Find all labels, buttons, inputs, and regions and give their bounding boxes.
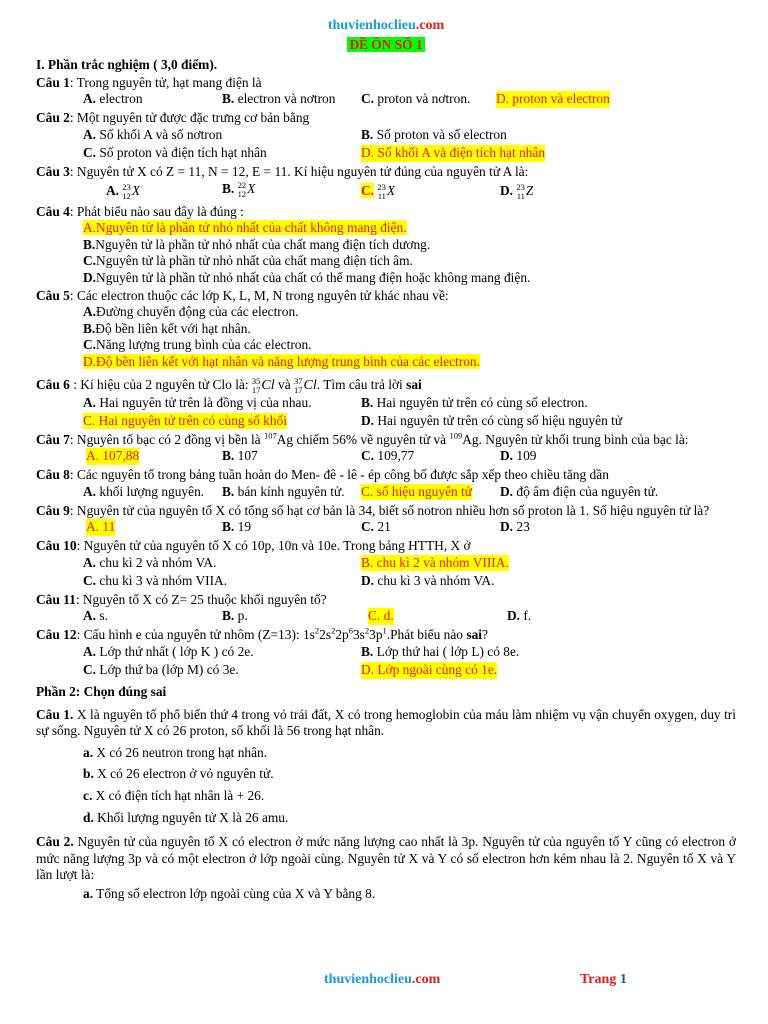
q10-option-c[interactable]: C. chu kì 3 và nhóm VIIA.: [83, 572, 228, 588]
q11-option-b[interactable]: B. p.: [222, 608, 248, 624]
q5-option-a[interactable]: A.Đường chuyển động của các electron.: [83, 304, 299, 320]
tf1-statement-d[interactable]: d. Khối lượng nguyên tử X là 26 amu.: [83, 809, 289, 825]
q6-option-c[interactable]: C. Hai nguyên tử trên có cùng số khối: [83, 412, 287, 428]
q1-options: [36, 91, 736, 109]
q7-option-b[interactable]: B. 107: [222, 448, 258, 464]
q7-option-c[interactable]: C. 109,77: [361, 448, 415, 464]
question-8: Câu 8: Các nguyên tố trong bảng tuần hoàn do Men- đê - lê - ép công bố được sắp xếp theo chiều tăng dần: [36, 467, 609, 483]
q8-option-c[interactable]: C. số hiệu nguyên tử: [361, 483, 473, 499]
q9-option-d[interactable]: D. 23: [500, 519, 530, 535]
q2-options-ab: [36, 127, 736, 145]
q12-options-cd: [36, 662, 736, 680]
tf2-statement-a[interactable]: a. Tổng số electron lớp ngoài cùng của X và Y bằng 8.: [83, 886, 376, 901]
tf1-statement-b[interactable]: b. X có 26 electron ở vỏ nguyên tử.: [83, 766, 274, 782]
question-4: Câu 4: Phát biểu nào sau đây là đúng :: [36, 203, 244, 219]
q10-option-d[interactable]: D. chu kì 3 và nhóm VA.: [361, 572, 495, 588]
q8-option-d[interactable]: D. độ âm điện của nguyên tử.: [500, 483, 659, 499]
q10-option-a[interactable]: A. chu kì 2 và nhóm VA.: [83, 554, 217, 570]
question-3: Câu 3: Nguyên tử X có Z = 11, N = 12, E = 11. Kí hiệu nguyên tử đúng của nguyên tử A là:: [36, 163, 529, 179]
q10-options-ab: [36, 555, 736, 573]
exam-title: ĐỀ ÔN SỐ 1: [349, 36, 423, 52]
q11-option-d[interactable]: D. f.: [507, 608, 532, 624]
q7-option-d[interactable]: D. 109: [500, 448, 537, 464]
question-7: Câu 7: Nguyên tố bạc có 2 đồng vị bền là $^{107}$Ag chiếm 56% về nguyên tử và $^{109}$Ag. Nguyên tử khối trung bình của bạc là:: [36, 430, 689, 447]
question-9: Câu 9: Nguyên tử của nguyên tố X có tổng số hạt cơ bản là 34, biết số notron nhiều hơn số proton là 1. Số hiệu nguyên tử là?: [36, 502, 710, 518]
q12-option-c[interactable]: C. Lớp thứ ba (lớp M) có 3e.: [83, 662, 239, 678]
q9-option-a[interactable]: A. 11: [86, 519, 116, 535]
page-footer: [0, 972, 768, 992]
q10-options-cd: [36, 573, 736, 591]
q6-option-b[interactable]: B. Hai nguyên tử trên có cùng số electron.: [361, 394, 588, 410]
tf-question-1: Câu 1. X là nguyên tố phổ biến thứ 4 trong vỏ trái đất, X có trong hemoglobin của máu làm nhiệm vụ vận chuyển oxygen, duy trì sự sống. Nguyên tử X có 26 proton, số khối là 56 trong hạt nhân.: [36, 706, 736, 739]
q12-option-b[interactable]: B. Lớp thứ hai ( lớp L) có 8e.: [361, 644, 520, 660]
q11-option-c[interactable]: C. d.: [368, 608, 394, 624]
q10-option-b[interactable]: B. chu kì 2 và nhóm VIIIA.: [361, 554, 509, 570]
q7-options: [36, 448, 736, 466]
footer-site-link[interactable]: thuvienhoclieu.com: [324, 972, 441, 987]
q2-option-a[interactable]: A. Số khối A và số nơtron: [83, 126, 223, 142]
site-header[interactable]: thuvienhoclieu.com: [327, 18, 445, 33]
q2-option-c[interactable]: C. Số proton và điện tích hạt nhân: [83, 144, 267, 160]
tf1-statement-c[interactable]: c. X có điện tích hạt nhân là + 26.: [83, 788, 265, 804]
q8-option-b[interactable]: B. bán kính nguyên tử.: [222, 483, 345, 499]
q5-option-c[interactable]: C.Năng lượng trung bình của các electron.: [83, 337, 312, 353]
question-5: Câu 5: Các electron thuộc các lớp K, L, M, N trong nguyên tử khác nhau về:: [36, 287, 449, 303]
question-12: Câu 12: Cấu hình e của nguyên tử nhôm (Z=13): $1s^22s^22p^63s^23p^1.Phát$ biểu nào sai?: [36, 626, 488, 643]
question-1: Câu 1: Trong nguyên tử, hạt mang điện là: [36, 74, 262, 90]
q3-option-c[interactable]: C. 23 11 X: [361, 181, 396, 201]
q12-option-d[interactable]: D. Lớp ngoài cùng có 1e.: [361, 662, 498, 678]
q3-option-a[interactable]: A. 23 12 X: [106, 181, 141, 201]
q6-option-a[interactable]: A. Hai nguyên tử trên là đồng vị của nhau.: [83, 394, 312, 410]
q6-options-cd: [36, 413, 736, 431]
q7-option-a[interactable]: A. 107,88: [86, 448, 140, 464]
q5-option-b[interactable]: B.Độ bền liên kết với hạt nhân.: [83, 320, 251, 336]
q3-option-b[interactable]: B. 22 12 X: [222, 179, 256, 199]
q11-options: [36, 608, 736, 626]
q1-option-c[interactable]: C. proton và nơtron.: [361, 91, 471, 107]
page-number: Trang 1: [580, 972, 627, 987]
q9-option-b[interactable]: B. 19: [222, 519, 252, 535]
q8-options: [36, 484, 736, 502]
q4-option-a[interactable]: A.Nguyên tử là phần tử nhỏ nhất của chất không mang điện.: [83, 220, 407, 236]
q2-option-d[interactable]: D. Số khối A và điện tích hạt nhân: [361, 144, 546, 160]
q2-option-b[interactable]: B. Số proton và số electron: [361, 126, 507, 142]
question-10: Câu 10: Nguyên tử của nguyên tố X có 10p, 10n và 10e. Trong bảng HTTH, X ở: [36, 538, 471, 554]
q8-option-a[interactable]: A. khối lượng nguyên.: [83, 483, 205, 499]
q5-option-d[interactable]: D.Độ bền liên kết với hạt nhân và năng lượng trung bình của các electron.: [83, 353, 480, 369]
q1-option-b[interactable]: B. electron và nơtron: [222, 91, 336, 107]
q3-options: [36, 181, 736, 203]
question-11: Câu 11: Nguyên tố X có Z= 25 thuộc khối nguyên tố?: [36, 591, 327, 607]
q4-option-b[interactable]: B.Nguyên tử là phần tử nhỏ nhất của chất mang điện tích dương.: [83, 236, 431, 252]
part2-heading: Phần 2: Chọn đúng sai: [36, 684, 167, 700]
worksheet: [36, 18, 736, 903]
question-6: Câu 6 : Kí hiệu của 2 nguyên tử Clo là: 35 17 Cl và 37 17 Cl. Tìm câu trả lời sai: [36, 375, 422, 395]
q11-option-a[interactable]: A. s.: [83, 608, 108, 624]
tf-question-2: Câu 2. Nguyên tử của nguyên tố X có electron ở mức năng lượng cao nhất là 3p. Nguyên tử của nguyên tố Y cũng có electron ở mức năng lượng 3p và có một electron ở lớp ngoài cùng. Nguyên tử X và Y có số electron hơn kém nhau là 2. Nguyên tố X và Y lần lượt là:: [36, 834, 736, 883]
tf1-statement-a[interactable]: a. X có 26 neutron trong hạt nhân.: [83, 744, 268, 760]
q12-option-a[interactable]: A. Lớp thứ nhất ( lớp K ) có 2e.: [83, 644, 254, 660]
q1-option-d[interactable]: D. proton và electron: [496, 91, 610, 107]
q12-options-ab: [36, 644, 736, 662]
q3-option-d[interactable]: D. 23 11 Z: [500, 181, 534, 201]
q6-option-d[interactable]: D. Hai nguyên tử trên có cùng số hiệu nguyên tử: [361, 412, 623, 428]
question-2: Câu 2: Một nguyên tử được đặc trưng cơ bản bằng: [36, 110, 310, 126]
q4-option-c[interactable]: C.Nguyên tử là phần tử nhỏ nhất của chất mang điện tích âm.: [83, 253, 413, 269]
q2-options-cd: [36, 145, 736, 163]
q9-options: [36, 519, 736, 537]
q6-options-ab: [36, 395, 736, 413]
q9-option-c[interactable]: C. 21: [361, 519, 391, 535]
q4-option-d[interactable]: D.Nguyên tử là phần tử nhỏ nhất của chất có thể mang điện hoặc không mang điện.: [83, 269, 531, 285]
part1-heading: I. Phần trắc nghiệm ( 3,0 điểm).: [36, 57, 218, 73]
q1-option-a[interactable]: A. electron: [83, 91, 143, 107]
